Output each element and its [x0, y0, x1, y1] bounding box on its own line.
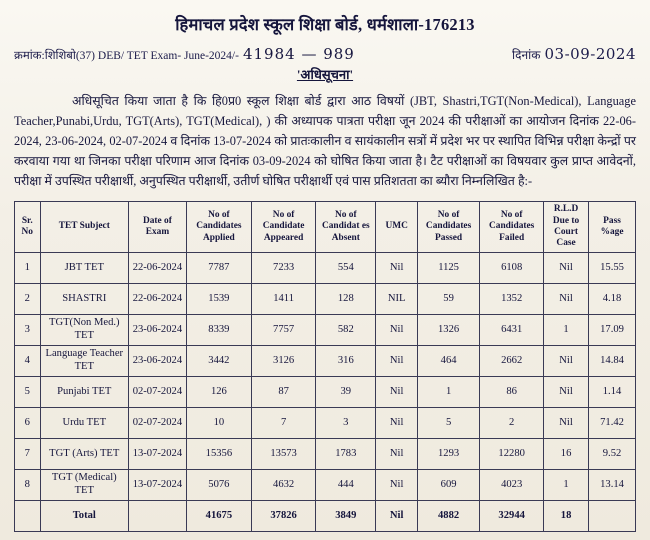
cell-subject: Urdu TET	[40, 407, 129, 438]
column-header-umc: UMC	[376, 202, 418, 252]
cell-exam-date: 02-07-2024	[129, 376, 187, 407]
cell-applied: 15356	[186, 438, 251, 469]
cell-subject: TGT (Arts) TET	[40, 438, 129, 469]
cell-rld: Nil	[544, 376, 589, 407]
cell-exam-date: 22-06-2024	[129, 252, 187, 283]
table-row	[15, 314, 636, 345]
cell-total-date-blank	[129, 500, 187, 531]
cell-subject: JBT TET	[40, 252, 129, 283]
table-row	[15, 407, 636, 438]
cell-subject: TGT (Medical) TET	[40, 469, 129, 500]
notification-body	[14, 91, 636, 191]
cell-total-sr-blank	[15, 500, 41, 531]
table-row	[15, 376, 636, 407]
cell-pass-percentage: 9.52	[589, 438, 636, 469]
date-block	[512, 45, 636, 63]
cell-umc: Nil	[376, 252, 418, 283]
results-table-head	[15, 202, 636, 252]
cell-pass-percentage: 71.42	[589, 407, 636, 438]
table-row	[15, 283, 636, 314]
cell-sr-no: 6	[15, 407, 41, 438]
cell-absent: 582	[316, 314, 376, 345]
table-row	[15, 438, 636, 469]
column-header-candidates-failed: No of Candidates Failed	[480, 202, 544, 252]
cell-passed: 1125	[417, 252, 479, 283]
reference-block	[14, 45, 355, 63]
cell-failed: 2662	[480, 345, 544, 376]
cell-pass-percentage: 15.55	[589, 252, 636, 283]
cell-total-failed: 32944	[480, 500, 544, 531]
table-header-row	[15, 202, 636, 252]
cell-failed: 2	[480, 407, 544, 438]
cell-umc: Nil	[376, 314, 418, 345]
cell-absent: 554	[316, 252, 376, 283]
cell-exam-date: 13-07-2024	[129, 438, 187, 469]
cell-rld: Nil	[544, 345, 589, 376]
cell-umc: Nil	[376, 376, 418, 407]
cell-pass-percentage: 17.09	[589, 314, 636, 345]
column-header-candidates-passed: No of Candidates Passed	[417, 202, 479, 252]
column-header-candidates-applied: No of Candidates Applied	[186, 202, 251, 252]
cell-appeared: 13573	[252, 438, 316, 469]
cell-subject: SHASTRI	[40, 283, 129, 314]
column-header-rld-court-case: R.L.D Due to Court Case	[544, 202, 589, 252]
cell-exam-date: 13-07-2024	[129, 469, 187, 500]
column-header-candidates-absent: No of Candidat es Absent	[316, 202, 376, 252]
cell-total-appeared: 37826	[252, 500, 316, 531]
cell-passed: 1293	[417, 438, 479, 469]
cell-appeared: 4632	[252, 469, 316, 500]
cell-failed: 86	[480, 376, 544, 407]
cell-passed: 1326	[417, 314, 479, 345]
cell-absent: 39	[316, 376, 376, 407]
cell-failed: 12280	[480, 438, 544, 469]
cell-exam-date: 23-06-2024	[129, 345, 187, 376]
table-total-row	[15, 500, 636, 531]
cell-rld: 16	[544, 438, 589, 469]
cell-passed: 464	[417, 345, 479, 376]
cell-applied: 10	[186, 407, 251, 438]
cell-total-absent: 3849	[316, 500, 376, 531]
reference-number: 41984 — 989	[242, 45, 355, 63]
cell-applied: 5076	[186, 469, 251, 500]
cell-umc: Nil	[376, 345, 418, 376]
cell-total-rld: 18	[544, 500, 589, 531]
results-table	[14, 201, 636, 531]
cell-rld: Nil	[544, 283, 589, 314]
cell-umc: NIL	[376, 283, 418, 314]
cell-total-label: Total	[40, 500, 129, 531]
column-header-sr-no: Sr. No	[15, 202, 41, 252]
column-header-candidates-appeared: No of Candidate Appeared	[252, 202, 316, 252]
cell-appeared: 7233	[252, 252, 316, 283]
cell-applied: 3442	[186, 345, 251, 376]
table-row	[15, 469, 636, 500]
cell-sr-no: 8	[15, 469, 41, 500]
cell-absent: 128	[316, 283, 376, 314]
cell-rld: 1	[544, 469, 589, 500]
cell-failed: 6108	[480, 252, 544, 283]
cell-passed: 59	[417, 283, 479, 314]
cell-failed: 6431	[480, 314, 544, 345]
cell-passed: 1	[417, 376, 479, 407]
cell-umc: Nil	[376, 438, 418, 469]
cell-failed: 1352	[480, 283, 544, 314]
cell-absent: 3	[316, 407, 376, 438]
document-meta-row	[14, 45, 636, 63]
cell-failed: 4023	[480, 469, 544, 500]
cell-absent: 1783	[316, 438, 376, 469]
page-title: हिमाचल प्रदेश स्कूल शिक्षा बोर्ड, धर्मशाला-176213	[175, 15, 475, 34]
date-value: 03-09-2024	[544, 45, 636, 63]
cell-pass-percentage: 14.84	[589, 345, 636, 376]
cell-total-umc: Nil	[376, 500, 418, 531]
cell-total-pass-percentage	[589, 500, 636, 531]
cell-absent: 316	[316, 345, 376, 376]
notification-body-text: अधिसूचित किया जाता है कि हि0प्र0 स्कूल शिक्षा बोर्ड द्वारा आठ विषयों (JBT, Shastri,TGT(Non-Medical), Language Teacher,Punabi,Urdu, TGT(Arts), TGT(Medical), ) की अध्यापक पात्रता परीक्षा जून 2024 की परीक्षाओं का आयोजन दिनांक 22-06-2024, 23-06-2024, 02-07-2024 व दिनांक 13-07-2024 को प्रातःकालीन व सायंकालीन सत्रों में प्रदेश भर पर स्थापित विभिन्न परीक्षा केन्द्रों पर करवाया गया था जिनका परीक्षा परिणाम आज दिनांक 03-09-2024 को घोषित किया जाता है। टैट परीक्षाओं का विषयवार कुल प्राप्त आवेदनों, परीक्षा में उपस्थित परीक्षार्थी, अनुपस्थित परीक्षार्थी, उतीर्ण घोषित परीक्षार्थी एवं पास प्रतिशतता का ब्यौरा निम्नलिखित है:-	[14, 94, 636, 189]
cell-sr-no: 3	[15, 314, 41, 345]
cell-exam-date: 02-07-2024	[129, 407, 187, 438]
cell-exam-date: 23-06-2024	[129, 314, 187, 345]
cell-sr-no: 4	[15, 345, 41, 376]
cell-appeared: 7	[252, 407, 316, 438]
cell-exam-date: 22-06-2024	[129, 283, 187, 314]
cell-appeared: 1411	[252, 283, 316, 314]
cell-sr-no: 7	[15, 438, 41, 469]
cell-rld: 1	[544, 314, 589, 345]
cell-pass-percentage: 4.18	[589, 283, 636, 314]
cell-applied: 8339	[186, 314, 251, 345]
cell-subject: Language Teacher TET	[40, 345, 129, 376]
date-label: दिनांक	[512, 48, 541, 62]
cell-sr-no: 1	[15, 252, 41, 283]
cell-appeared: 3126	[252, 345, 316, 376]
column-header-pass-percentage: Pass %age	[589, 202, 636, 252]
column-header-tet-subject: TET Subject	[40, 202, 129, 252]
results-table-body	[15, 252, 636, 531]
cell-subject: TGT(Non Med.) TET	[40, 314, 129, 345]
notification-heading: 'अधिसूचना'	[296, 67, 354, 82]
reference-label: क्रमांक:शिशिबो(37) DEB/ TET Exam- June-2024/-	[14, 50, 239, 62]
cell-pass-percentage: 1.14	[589, 376, 636, 407]
cell-sr-no: 5	[15, 376, 41, 407]
cell-total-passed: 4882	[417, 500, 479, 531]
cell-sr-no: 2	[15, 283, 41, 314]
column-header-date-of-exam: Date of Exam	[129, 202, 187, 252]
cell-umc: Nil	[376, 469, 418, 500]
table-row	[15, 345, 636, 376]
cell-umc: Nil	[376, 407, 418, 438]
cell-applied: 7787	[186, 252, 251, 283]
cell-appeared: 87	[252, 376, 316, 407]
cell-applied: 1539	[186, 283, 251, 314]
cell-passed: 5	[417, 407, 479, 438]
cell-applied: 126	[186, 376, 251, 407]
cell-total-applied: 41675	[186, 500, 251, 531]
cell-passed: 609	[417, 469, 479, 500]
cell-subject: Punjabi TET	[40, 376, 129, 407]
cell-rld: Nil	[544, 252, 589, 283]
table-row	[15, 252, 636, 283]
cell-pass-percentage: 13.14	[589, 469, 636, 500]
cell-appeared: 7757	[252, 314, 316, 345]
cell-rld: Nil	[544, 407, 589, 438]
cell-absent: 444	[316, 469, 376, 500]
